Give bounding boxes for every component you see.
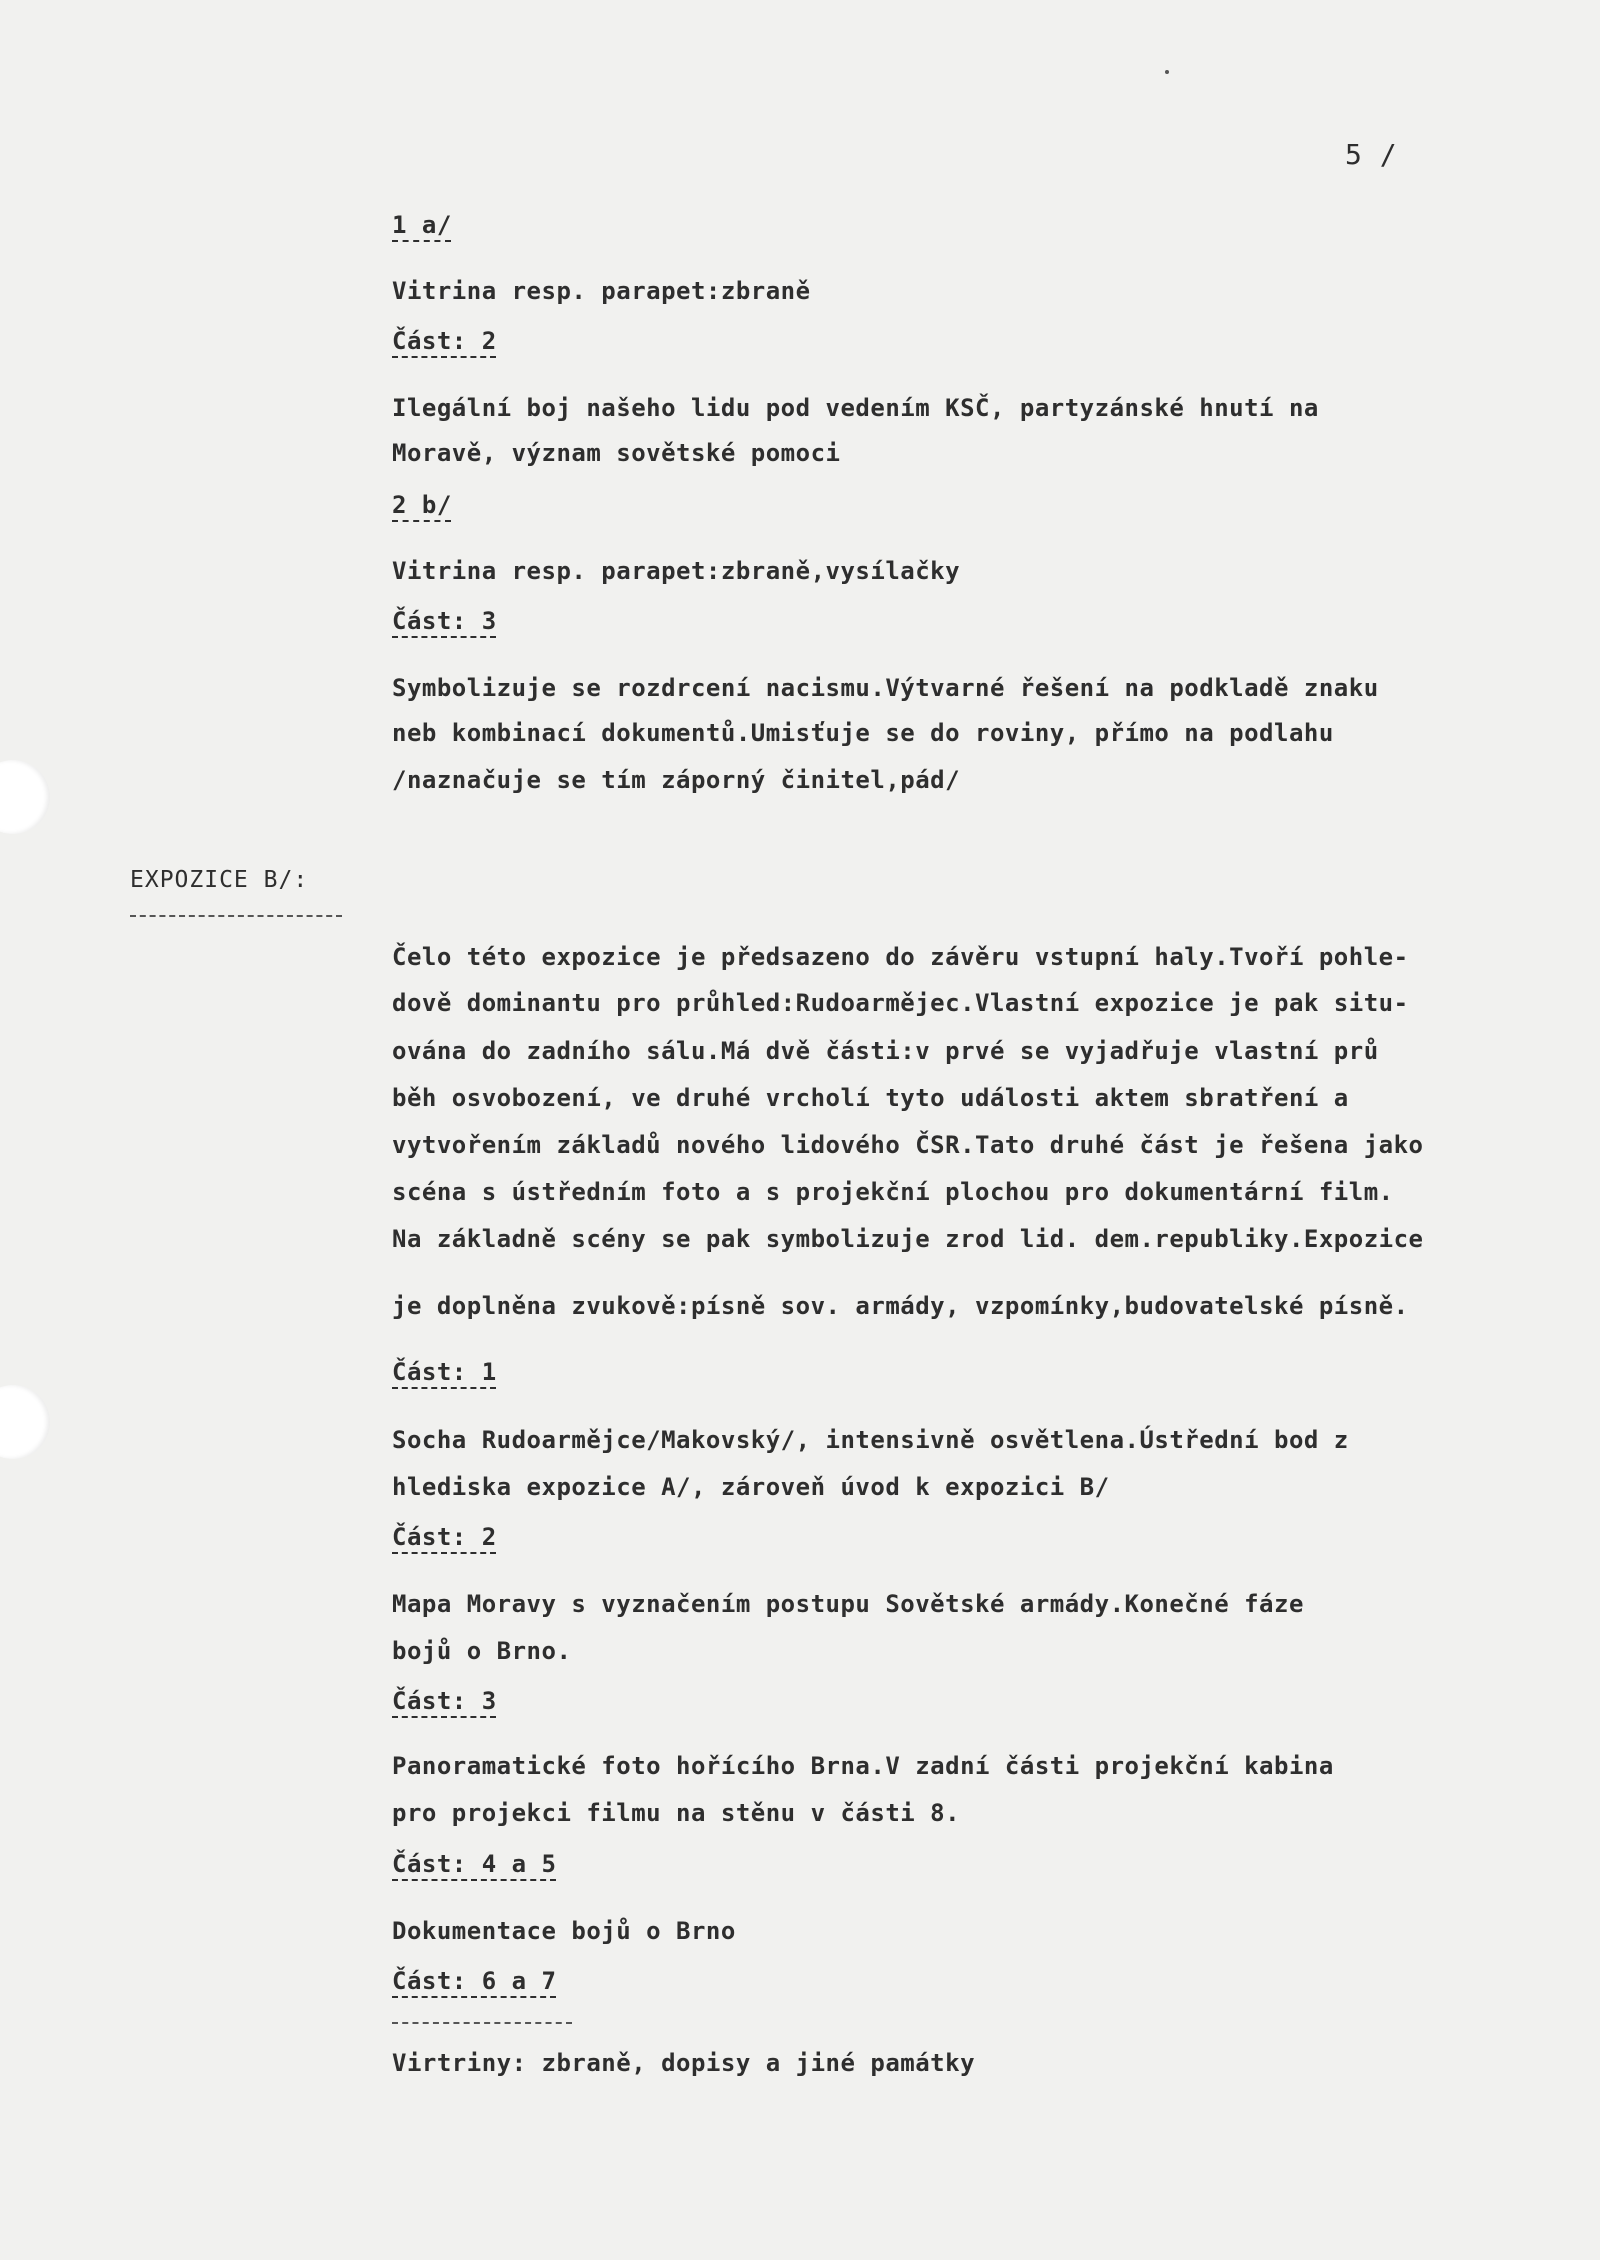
speck	[1165, 70, 1169, 74]
text-line: /naznačuje se tím záporný činitel,pád/	[392, 766, 961, 794]
text-line: vytvořením základů nového lidového ČSR.Tato druhé část je řešena jako	[392, 1131, 1424, 1159]
text-line: Panoramatické foto hořícího Brna.V zadní části projekční kabina	[392, 1752, 1334, 1780]
punch-hole	[0, 760, 50, 834]
cast-label: Část: 2	[392, 327, 497, 355]
text-line: Virtriny: zbraně, dopisy a jiné památky	[392, 2049, 976, 2077]
text-line: je doplněna zvukově:písně sov. armády, vzpomínky,budovatelské písně.	[392, 1292, 1409, 1320]
cast-label: Část: 6 a 7	[392, 1967, 557, 1995]
text-line: Mapa Moravy s vyznačením postupu Sovětské armády.Konečné fáze	[392, 1590, 1304, 1618]
section-label: 2 b/	[392, 491, 452, 519]
cast-label: Část: 3	[392, 607, 497, 635]
text-line: Čelo této expozice je předsazeno do závěru vstupní haly.Tvoří pohle-	[392, 943, 1409, 971]
text-line: Symbolizuje se rozdrcení nacismu.Výtvarné řešení na podkladě znaku	[392, 674, 1379, 702]
text-line: Vitrina resp. parapet:zbraně	[392, 277, 811, 305]
cast-label: Část: 4 a 5	[392, 1850, 557, 1878]
text-line: ována do zadního sálu.Má dvě části:v prvé se vyjadřuje vlastní prů	[392, 1037, 1379, 1065]
text-line: Dokumentace bojů o Brno	[392, 1917, 736, 1945]
text-line: bojů o Brno.	[392, 1637, 572, 1665]
section-label: 1 a/	[392, 211, 452, 239]
punch-hole	[0, 1385, 50, 1459]
cast-label: Část: 2	[392, 1523, 497, 1551]
text-line: Vitrina resp. parapet:zbraně,vysílačky	[392, 557, 961, 585]
text-line: běh osvobození, ve druhé vrcholí tyto události aktem sbratření a	[392, 1084, 1349, 1112]
text-line: dově dominantu pro průhled:Rudoarmějec.Vlastní expozice je pak situ-	[392, 989, 1409, 1017]
section-heading: EXPOZICE B/:	[130, 867, 309, 893]
cast-label: Část: 1	[392, 1358, 497, 1386]
text-line: pro projekci filmu na stěnu v části 8.	[392, 1799, 961, 1827]
text-line: scéna s ústředním foto a s projekční plochou pro dokumentární film.	[392, 1178, 1394, 1206]
text-line: Na základně scény se pak symbolizuje zrod lid. dem.republiky.Expozice	[392, 1225, 1424, 1253]
page-number: 5 /	[1345, 138, 1398, 171]
section-rule	[392, 2022, 572, 2024]
text-line: hlediska expozice A/, zároveň úvod k expozici B/	[392, 1473, 1110, 1501]
cast-label: Část: 3	[392, 1687, 497, 1715]
text-line: Moravě, význam sovětské pomoci	[392, 439, 841, 467]
text-line: neb kombinací dokumentů.Umisťuje se do roviny, přímo na podlahu	[392, 719, 1334, 747]
text-line: Socha Rudoarmějce/Makovský/, intensivně osvětlena.Ústřední bod z	[392, 1426, 1349, 1454]
text-line: Ilegální boj našeho lidu pod vedením KSČ, partyzánské hnutí na	[392, 394, 1319, 422]
heading-underline	[130, 915, 342, 917]
